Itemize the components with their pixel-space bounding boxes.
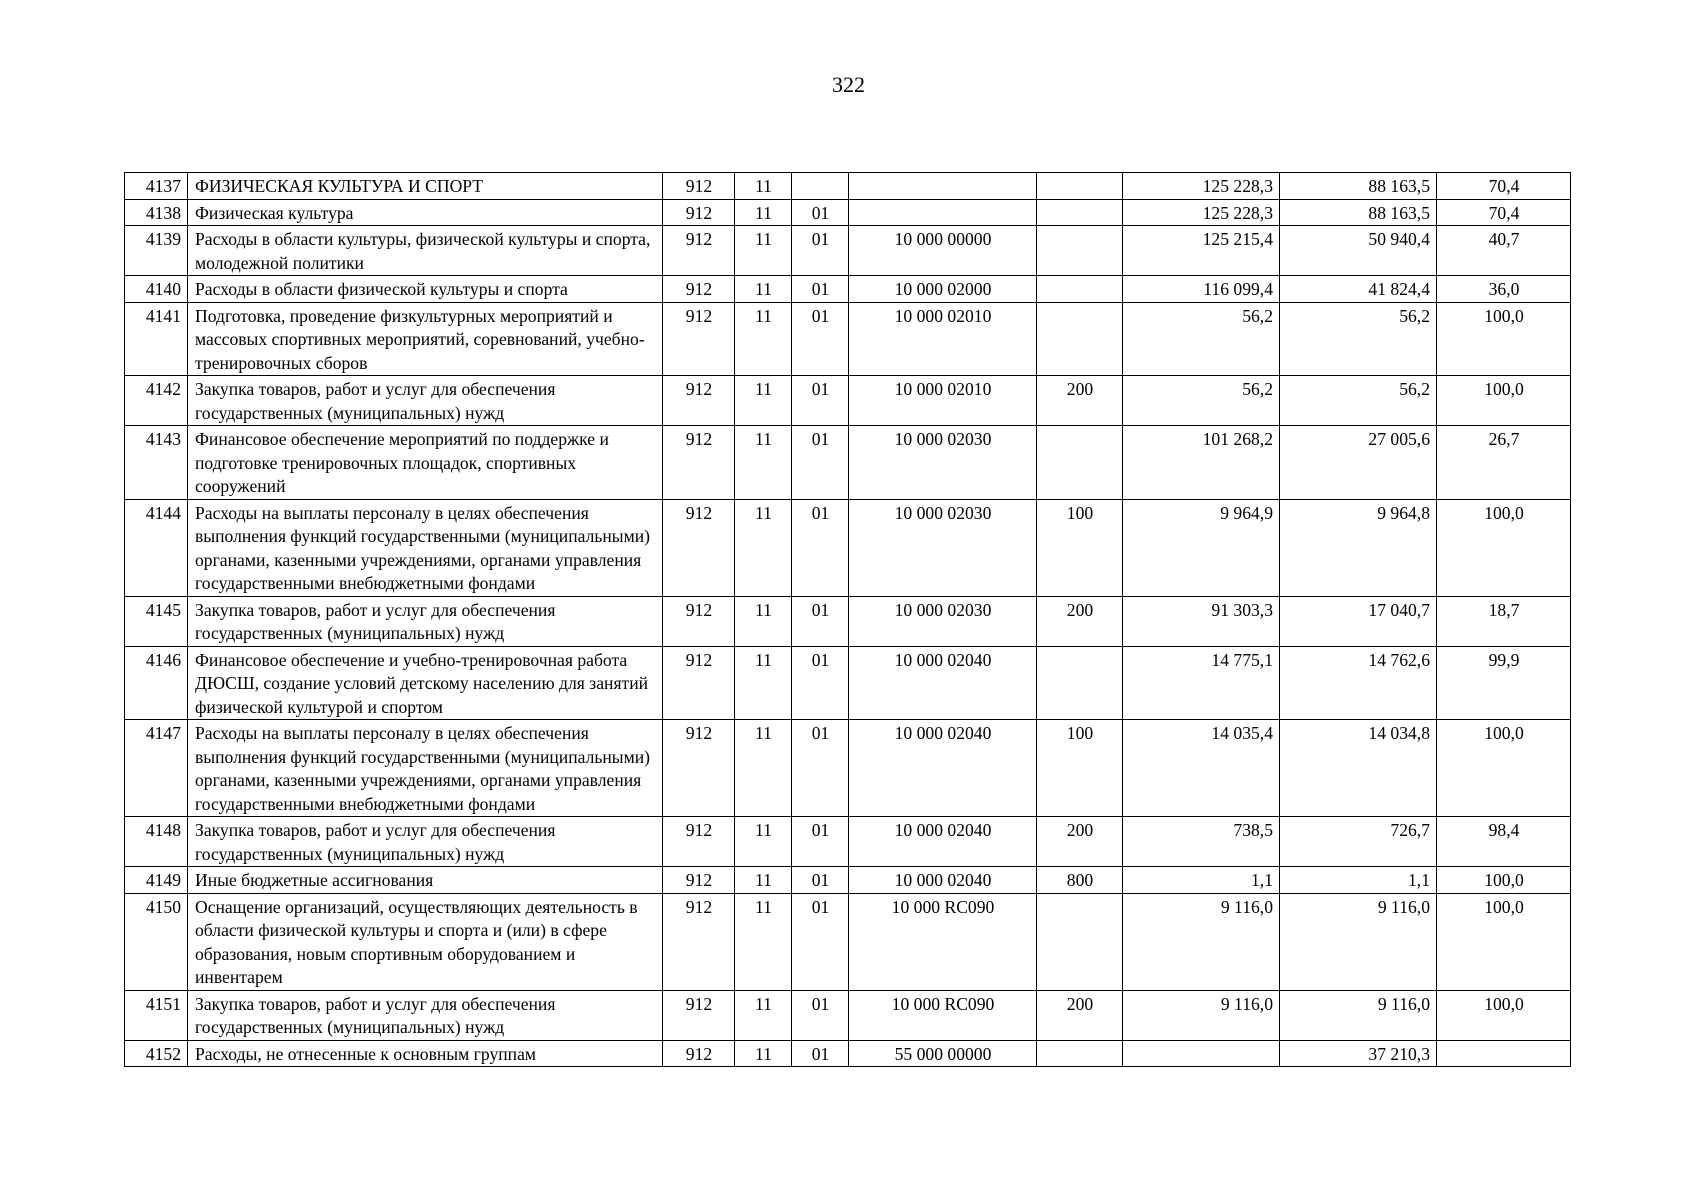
department-code: 912 xyxy=(663,817,735,867)
target-article-code: 10 000 00000 xyxy=(849,226,1037,276)
execution-percent: 100,0 xyxy=(1437,376,1571,426)
expense-name: Расходы на выплаты персоналу в целях обеспечения выполнения функций государственными (муниципальными) органами, казенными учреждениями, органами управления государственными внебюджетными фондами xyxy=(188,499,663,596)
planned-amount: 14 775,1 xyxy=(1123,646,1280,720)
actual-amount: 726,7 xyxy=(1280,817,1437,867)
section-code: 11 xyxy=(735,173,792,200)
expense-name: Закупка товаров, работ и услуг для обеспечения государственных (муниципальных) нужд xyxy=(188,376,663,426)
expense-name: Расходы в области физической культуры и спорта xyxy=(188,276,663,303)
expense-type-code: 800 xyxy=(1037,867,1123,894)
target-article-code: 10 000 02040 xyxy=(849,646,1037,720)
table-row xyxy=(125,596,1571,646)
planned-amount: 125 215,4 xyxy=(1123,226,1280,276)
planned-amount: 1,1 xyxy=(1123,867,1280,894)
subsection-code: 01 xyxy=(792,226,849,276)
planned-amount xyxy=(1123,1040,1280,1067)
department-code: 912 xyxy=(663,990,735,1040)
row-number: 4149 xyxy=(125,867,188,894)
expense-type-code: 100 xyxy=(1037,720,1123,817)
execution-percent: 40,7 xyxy=(1437,226,1571,276)
department-code: 912 xyxy=(663,426,735,500)
table-row xyxy=(125,720,1571,817)
actual-amount: 88 163,5 xyxy=(1280,173,1437,200)
target-article-code: 10 000 02030 xyxy=(849,499,1037,596)
row-number: 4152 xyxy=(125,1040,188,1067)
target-article-code: 10 000 RC090 xyxy=(849,893,1037,990)
department-code: 912 xyxy=(663,199,735,226)
planned-amount: 9 964,9 xyxy=(1123,499,1280,596)
execution-percent: 70,4 xyxy=(1437,199,1571,226)
target-article-code: 10 000 02000 xyxy=(849,276,1037,303)
target-article-code: 10 000 RC090 xyxy=(849,990,1037,1040)
execution-percent: 18,7 xyxy=(1437,596,1571,646)
actual-amount: 37 210,3 xyxy=(1280,1040,1437,1067)
planned-amount: 101 268,2 xyxy=(1123,426,1280,500)
section-code: 11 xyxy=(735,867,792,894)
subsection-code: 01 xyxy=(792,893,849,990)
expense-type-code xyxy=(1037,173,1123,200)
department-code: 912 xyxy=(663,867,735,894)
subsection-code: 01 xyxy=(792,302,849,376)
target-article-code: 10 000 02010 xyxy=(849,302,1037,376)
execution-percent: 99,9 xyxy=(1437,646,1571,720)
actual-amount: 9 116,0 xyxy=(1280,893,1437,990)
expense-name: Расходы, не отнесенные к основным группам xyxy=(188,1040,663,1067)
row-number: 4147 xyxy=(125,720,188,817)
actual-amount: 41 824,4 xyxy=(1280,276,1437,303)
department-code: 912 xyxy=(663,720,735,817)
subsection-code: 01 xyxy=(792,720,849,817)
subsection-code: 01 xyxy=(792,1040,849,1067)
department-code: 912 xyxy=(663,276,735,303)
actual-amount: 14 762,6 xyxy=(1280,646,1437,720)
subsection-code xyxy=(792,173,849,200)
row-number: 4139 xyxy=(125,226,188,276)
target-article-code: 10 000 02030 xyxy=(849,596,1037,646)
table-row xyxy=(125,867,1571,894)
department-code: 912 xyxy=(663,646,735,720)
actual-amount: 9 116,0 xyxy=(1280,990,1437,1040)
section-code: 11 xyxy=(735,376,792,426)
expense-type-code xyxy=(1037,226,1123,276)
table-row xyxy=(125,817,1571,867)
subsection-code: 01 xyxy=(792,867,849,894)
actual-amount: 56,2 xyxy=(1280,376,1437,426)
department-code: 912 xyxy=(663,499,735,596)
execution-percent xyxy=(1437,1040,1571,1067)
target-article-code: 10 000 02040 xyxy=(849,867,1037,894)
subsection-code: 01 xyxy=(792,817,849,867)
actual-amount: 88 163,5 xyxy=(1280,199,1437,226)
subsection-code: 01 xyxy=(792,499,849,596)
actual-amount: 50 940,4 xyxy=(1280,226,1437,276)
department-code: 912 xyxy=(663,1040,735,1067)
subsection-code: 01 xyxy=(792,596,849,646)
row-number: 4141 xyxy=(125,302,188,376)
target-article-code: 10 000 02010 xyxy=(849,376,1037,426)
subsection-code: 01 xyxy=(792,376,849,426)
section-code: 11 xyxy=(735,226,792,276)
row-number: 4150 xyxy=(125,893,188,990)
department-code: 912 xyxy=(663,226,735,276)
department-code: 912 xyxy=(663,893,735,990)
planned-amount: 56,2 xyxy=(1123,376,1280,426)
planned-amount: 9 116,0 xyxy=(1123,893,1280,990)
expense-type-code xyxy=(1037,893,1123,990)
planned-amount: 125 228,3 xyxy=(1123,173,1280,200)
row-number: 4140 xyxy=(125,276,188,303)
target-article-code: 10 000 02030 xyxy=(849,426,1037,500)
department-code: 912 xyxy=(663,376,735,426)
planned-amount: 125 228,3 xyxy=(1123,199,1280,226)
expense-type-code xyxy=(1037,1040,1123,1067)
expense-type-code: 200 xyxy=(1037,376,1123,426)
row-number: 4142 xyxy=(125,376,188,426)
execution-percent: 98,4 xyxy=(1437,817,1571,867)
row-number: 4144 xyxy=(125,499,188,596)
table-body xyxy=(125,173,1571,1067)
section-code: 11 xyxy=(735,596,792,646)
row-number: 4143 xyxy=(125,426,188,500)
expense-type-code xyxy=(1037,646,1123,720)
execution-percent: 100,0 xyxy=(1437,893,1571,990)
expense-name: Закупка товаров, работ и услуг для обеспечения государственных (муниципальных) нужд xyxy=(188,990,663,1040)
actual-amount: 17 040,7 xyxy=(1280,596,1437,646)
row-number: 4148 xyxy=(125,817,188,867)
row-number: 4138 xyxy=(125,199,188,226)
section-code: 11 xyxy=(735,990,792,1040)
subsection-code: 01 xyxy=(792,199,849,226)
expense-name: Закупка товаров, работ и услуг для обеспечения государственных (муниципальных) нужд xyxy=(188,817,663,867)
section-code: 11 xyxy=(735,720,792,817)
expense-name: Иные бюджетные ассигнования xyxy=(188,867,663,894)
table-row xyxy=(125,376,1571,426)
expense-type-code xyxy=(1037,276,1123,303)
expense-name: Финансовое обеспечение и учебно-тренировочная работа ДЮСШ, создание условий детскому населению для занятий физической культурой и спортом xyxy=(188,646,663,720)
section-code: 11 xyxy=(735,426,792,500)
budget-table xyxy=(124,172,1571,1067)
row-number: 4151 xyxy=(125,990,188,1040)
table-row xyxy=(125,990,1571,1040)
planned-amount: 91 303,3 xyxy=(1123,596,1280,646)
actual-amount: 27 005,6 xyxy=(1280,426,1437,500)
row-number: 4137 xyxy=(125,173,188,200)
execution-percent: 100,0 xyxy=(1437,720,1571,817)
actual-amount: 56,2 xyxy=(1280,302,1437,376)
table-row xyxy=(125,276,1571,303)
target-article-code: 10 000 02040 xyxy=(849,720,1037,817)
expense-name: Оснащение организаций, осуществляющих деятельность в области физической культуры и спорта и (или) в сфере образования, новым спортивным оборудованием и инвентарем xyxy=(188,893,663,990)
table-row xyxy=(125,499,1571,596)
expense-type-code: 200 xyxy=(1037,817,1123,867)
planned-amount: 116 099,4 xyxy=(1123,276,1280,303)
planned-amount: 9 116,0 xyxy=(1123,990,1280,1040)
table-row xyxy=(125,893,1571,990)
section-code: 11 xyxy=(735,199,792,226)
section-code: 11 xyxy=(735,817,792,867)
expense-type-code xyxy=(1037,302,1123,376)
page-number: 322 xyxy=(832,72,865,97)
expense-name: Финансовое обеспечение мероприятий по поддержке и подготовке тренировочных площадок, спортивных сооружений xyxy=(188,426,663,500)
actual-amount: 1,1 xyxy=(1280,867,1437,894)
execution-percent: 26,7 xyxy=(1437,426,1571,500)
execution-percent: 100,0 xyxy=(1437,990,1571,1040)
actual-amount: 9 964,8 xyxy=(1280,499,1437,596)
expense-type-code: 200 xyxy=(1037,990,1123,1040)
table-row xyxy=(125,1040,1571,1067)
target-article-code xyxy=(849,173,1037,200)
actual-amount: 14 034,8 xyxy=(1280,720,1437,817)
expense-name: Расходы в области культуры, физической культуры и спорта, молодежной политики xyxy=(188,226,663,276)
planned-amount: 56,2 xyxy=(1123,302,1280,376)
department-code: 912 xyxy=(663,173,735,200)
table-row xyxy=(125,426,1571,500)
execution-percent: 100,0 xyxy=(1437,867,1571,894)
target-article-code: 10 000 02040 xyxy=(849,817,1037,867)
subsection-code: 01 xyxy=(792,990,849,1040)
expense-name: Расходы на выплаты персоналу в целях обеспечения выполнения функций государственными (муниципальными) органами, казенными учреждениями, органами управления государственными внебюджетными фондами xyxy=(188,720,663,817)
execution-percent: 70,4 xyxy=(1437,173,1571,200)
section-code: 11 xyxy=(735,302,792,376)
table-row xyxy=(125,173,1571,200)
section-code: 11 xyxy=(735,1040,792,1067)
execution-percent: 36,0 xyxy=(1437,276,1571,303)
expense-type-code: 200 xyxy=(1037,596,1123,646)
target-article-code xyxy=(849,199,1037,226)
expense-type-code xyxy=(1037,426,1123,500)
section-code: 11 xyxy=(735,893,792,990)
target-article-code: 55 000 00000 xyxy=(849,1040,1037,1067)
section-code: 11 xyxy=(735,499,792,596)
planned-amount: 738,5 xyxy=(1123,817,1280,867)
section-code: 11 xyxy=(735,646,792,720)
table-row xyxy=(125,302,1571,376)
expense-name: Закупка товаров, работ и услуг для обеспечения государственных (муниципальных) нужд xyxy=(188,596,663,646)
subsection-code: 01 xyxy=(792,426,849,500)
table-row xyxy=(125,199,1571,226)
row-number: 4145 xyxy=(125,596,188,646)
section-code: 11 xyxy=(735,276,792,303)
planned-amount: 14 035,4 xyxy=(1123,720,1280,817)
execution-percent: 100,0 xyxy=(1437,302,1571,376)
department-code: 912 xyxy=(663,596,735,646)
expense-name: Физическая культура xyxy=(188,199,663,226)
expense-type-code: 100 xyxy=(1037,499,1123,596)
expense-name: Подготовка, проведение физкультурных мероприятий и массовых спортивных мероприятий, соревнований, учебно-тренировочных сборов xyxy=(188,302,663,376)
table-row xyxy=(125,646,1571,720)
subsection-code: 01 xyxy=(792,646,849,720)
expense-type-code xyxy=(1037,199,1123,226)
execution-percent: 100,0 xyxy=(1437,499,1571,596)
department-code: 912 xyxy=(663,302,735,376)
subsection-code: 01 xyxy=(792,276,849,303)
expense-name: ФИЗИЧЕСКАЯ КУЛЬТУРА И СПОРТ xyxy=(188,173,663,200)
table-row xyxy=(125,226,1571,276)
row-number: 4146 xyxy=(125,646,188,720)
